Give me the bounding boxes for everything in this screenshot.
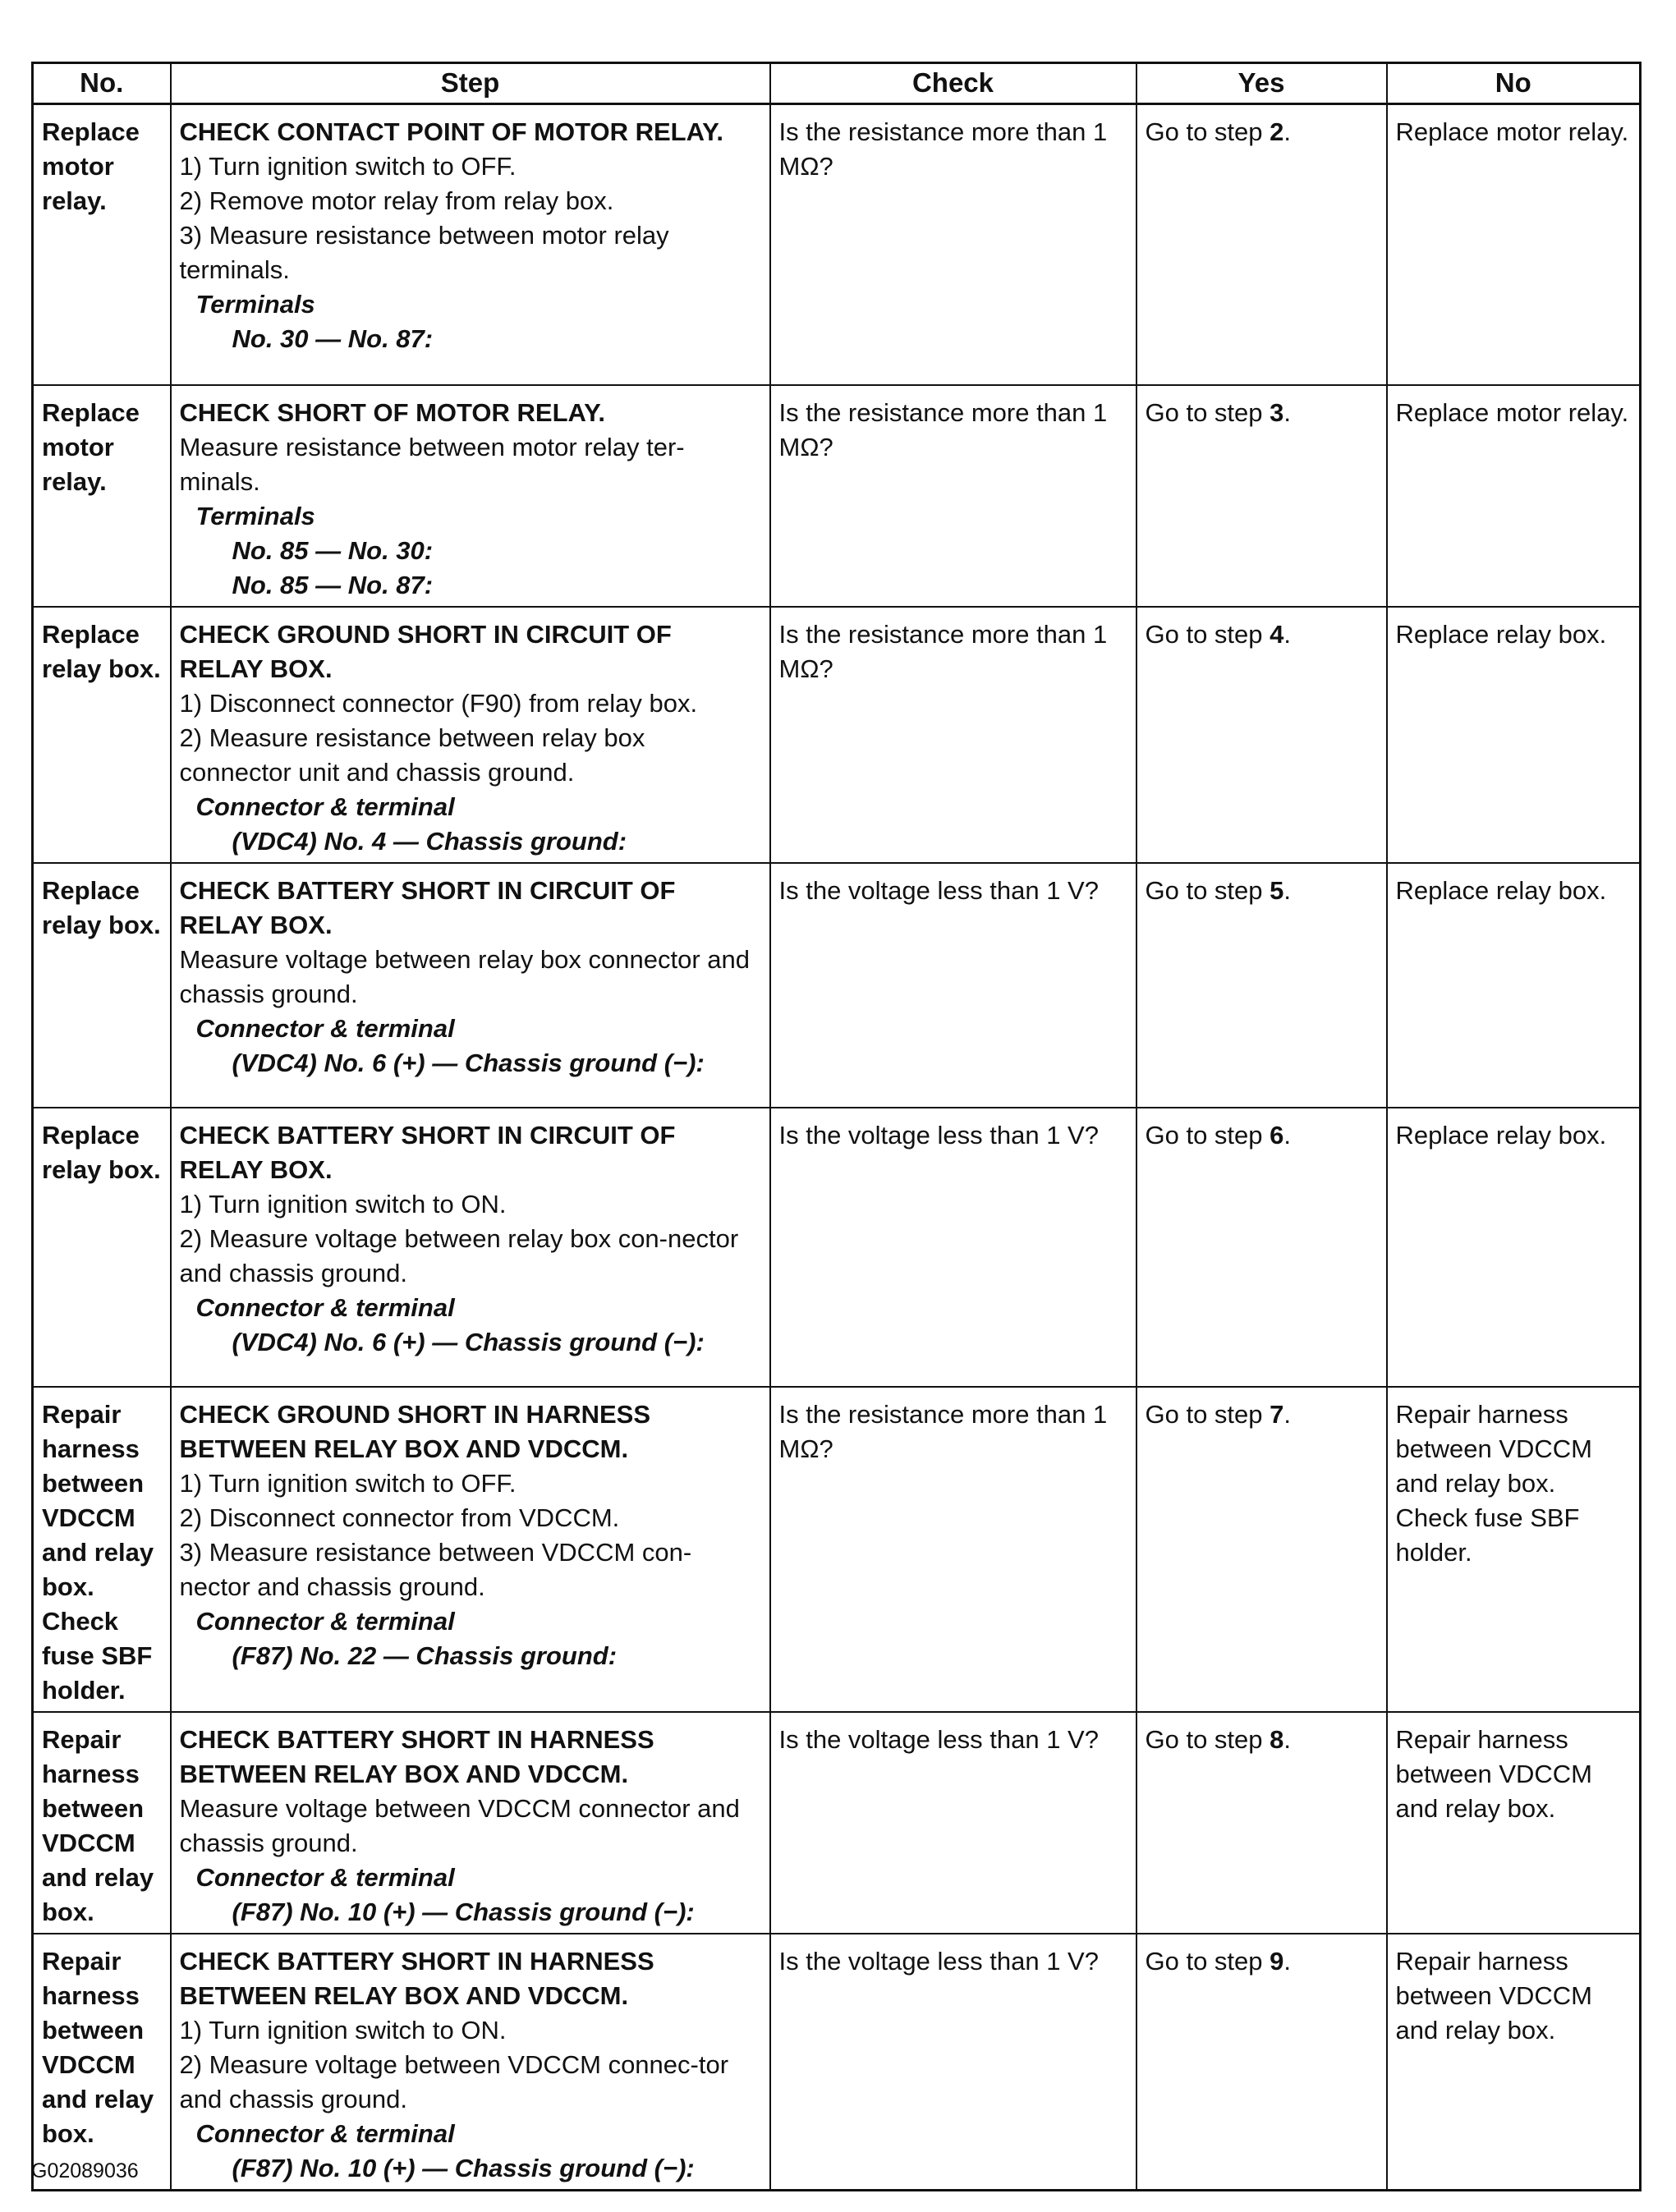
step-instruction: Measure resistance between motor relay ter-minals. [179,432,685,496]
step-instruction: 2) Measure resistance between relay box connector unit and chassis ground. [179,723,645,787]
step-instruction: 1) Turn ignition switch to OFF. [179,152,517,181]
spec-label: Connector & terminal [195,1292,455,1322]
table-row [33,863,1641,1108]
step-cell [171,1934,770,2191]
spec-label: Connector & terminal [195,1606,455,1636]
header-check: Check [770,63,1136,104]
table-body [33,104,1641,2191]
spec-label: Connector & terminal [195,2118,455,2148]
yes-step-number: 8 [1270,1724,1284,1754]
header-row [33,63,1641,104]
yes-step-number: 5 [1270,875,1284,905]
header-step: Step [171,63,770,104]
spec-value: (VDC4) No. 4 — Chassis ground: [232,826,627,856]
check-question: Is the resistance more than 1 MΩ? [770,104,1136,385]
spec-label: Terminals [195,501,315,530]
table-row [33,1387,1641,1712]
table-row [33,1108,1641,1387]
step-title: CHECK BATTERY SHORT IN HARNESS BETWEEN RELAY BOX AND VDCCM. [179,1724,654,1788]
yes-suffix: . [1283,397,1292,427]
header-no: No. [33,63,171,104]
spec-value: No. 30 — No. 87: [232,324,434,353]
yes-prefix: Go to step [1145,1724,1270,1754]
no-action: Repair harness between VDCCM and relay box. [1387,1934,1641,2191]
header-no-result: No [1387,63,1641,104]
step-instruction: 2) Measure voltage between VDCCM connec-tor and chassis ground. [179,2049,729,2113]
step-number: Repair harness between VDCCM and relay box. [33,1934,171,2191]
step-instruction: Measure voltage between relay box connector and chassis ground. [179,944,750,1008]
check-question: Is the resistance more than 1 MΩ? [770,385,1136,607]
step-number: Repair harness between VDCCM and relay box. [33,1712,171,1934]
step-number: Replace relay box. [33,863,171,1108]
yes-action [1136,104,1387,385]
yes-action [1136,1387,1387,1712]
spec-value: (F87) No. 10 (+) — Chassis ground (−): [232,2153,695,2182]
yes-prefix: Go to step [1145,875,1270,905]
step-title: CHECK GROUND SHORT IN CIRCUIT OF RELAY BOX. [179,619,672,683]
step-cell [171,385,770,607]
no-action: Replace motor relay. [1387,385,1641,607]
spec-value: (VDC4) No. 6 (+) — Chassis ground (−): [232,1048,705,1077]
yes-action [1136,1934,1387,2191]
step-cell [171,104,770,385]
spec-label: Terminals [195,290,315,319]
step-instruction: 3) Measure resistance between VDCCM con-nector and chassis ground. [179,1537,692,1601]
step-instruction: 1) Turn ignition switch to ON. [179,1189,507,1218]
step-number: Repair harness between VDCCM and relay box. Check fuse SBF holder. [33,1387,171,1712]
step-number: Replace motor relay. [33,385,171,607]
step-number: Replace motor relay. [33,104,171,385]
yes-action [1136,385,1387,607]
step-title: CHECK BATTERY SHORT IN HARNESS BETWEEN RELAY BOX AND VDCCM. [179,1946,654,2010]
spec-value: (VDC4) No. 6 (+) — Chassis ground (−): [232,1327,705,1356]
spec-value: No. 85 — No. 30: [232,535,434,565]
step-instruction: 2) Remove motor relay from relay box. [179,186,614,215]
check-question: Is the resistance more than 1 MΩ? [770,1387,1136,1712]
spec-label: Connector & terminal [195,1013,455,1043]
no-action: Replace motor relay. [1387,104,1641,385]
check-question: Is the resistance more than 1 MΩ? [770,607,1136,863]
table-row [33,104,1641,385]
yes-prefix: Go to step [1145,1946,1270,1976]
step-instruction: 2) Disconnect connector from VDCCM. [179,1503,620,1532]
table-row [33,1934,1641,2191]
yes-suffix: . [1283,117,1292,146]
step-instruction: 1) Disconnect connector (F90) from relay box. [179,688,698,718]
step-cell [171,607,770,863]
step-title: CHECK SHORT OF MOTOR RELAY. [179,397,605,427]
no-action: Replace relay box. [1387,607,1641,863]
step-title: CHECK BATTERY SHORT IN CIRCUIT OF RELAY BOX. [179,1120,676,1184]
yes-action [1136,1108,1387,1387]
check-question: Is the voltage less than 1 V? [770,1712,1136,1934]
check-question: Is the voltage less than 1 V? [770,1934,1136,2191]
check-question: Is the voltage less than 1 V? [770,863,1136,1108]
step-number: Replace relay box. [33,607,171,863]
step-cell [171,1108,770,1387]
step-cell [171,863,770,1108]
yes-action [1136,607,1387,863]
step-title: CHECK CONTACT POINT OF MOTOR RELAY. [179,117,724,146]
table-row [33,1712,1641,1934]
yes-prefix: Go to step [1145,619,1270,649]
yes-prefix: Go to step [1145,1120,1270,1150]
step-instruction: 1) Turn ignition switch to ON. [179,2015,507,2044]
step-number: Replace relay box. [33,1108,171,1387]
spec-label: Connector & terminal [195,1862,455,1892]
no-action: Replace relay box. [1387,863,1641,1108]
yes-suffix: . [1283,875,1292,905]
yes-action [1136,863,1387,1108]
step-cell [171,1712,770,1934]
yes-suffix: . [1283,1724,1292,1754]
no-action: Repair harness between VDCCM and relay box. [1387,1712,1641,1934]
diagnostic-table [31,62,1642,2191]
step-title: CHECK BATTERY SHORT IN CIRCUIT OF RELAY BOX. [179,875,676,939]
no-action: Repair harness between VDCCM and relay box. Check fuse SBF holder. [1387,1387,1641,1712]
step-cell [171,1387,770,1712]
step-instruction: 1) Turn ignition switch to OFF. [179,1468,517,1498]
spec-label: Connector & terminal [195,792,455,821]
yes-step-number: 6 [1270,1120,1284,1150]
spec-value: (F87) No. 10 (+) — Chassis ground (−): [232,1897,695,1926]
yes-suffix: . [1283,1120,1292,1150]
yes-step-number: 4 [1270,619,1284,649]
yes-prefix: Go to step [1145,117,1270,146]
step-title: CHECK GROUND SHORT IN HARNESS BETWEEN RELAY BOX AND VDCCM. [179,1399,651,1463]
yes-suffix: . [1283,1399,1292,1429]
header-yes: Yes [1136,63,1387,104]
yes-prefix: Go to step [1145,1399,1270,1429]
yes-action [1136,1712,1387,1934]
step-instruction: 3) Measure resistance between motor relay terminals. [179,221,669,284]
spec-value: (F87) No. 22 — Chassis ground: [232,1641,618,1670]
yes-step-number: 9 [1270,1946,1284,1976]
step-instruction: 2) Measure voltage between relay box con-nector and chassis ground. [179,1223,739,1287]
yes-suffix: . [1283,1946,1292,1976]
step-instruction: Measure voltage between VDCCM connector and chassis ground. [179,1793,740,1857]
table-row [33,385,1641,607]
check-question: Is the voltage less than 1 V? [770,1108,1136,1387]
yes-step-number: 7 [1270,1399,1284,1429]
figure-code: G02089036 [31,2159,139,2182]
yes-prefix: Go to step [1145,397,1270,427]
spec-value: No. 85 — No. 87: [232,570,434,599]
no-action: Replace relay box. [1387,1108,1641,1387]
yes-step-number: 3 [1270,397,1284,427]
table-row [33,607,1641,863]
yes-step-number: 2 [1270,117,1284,146]
yes-suffix: . [1283,619,1292,649]
